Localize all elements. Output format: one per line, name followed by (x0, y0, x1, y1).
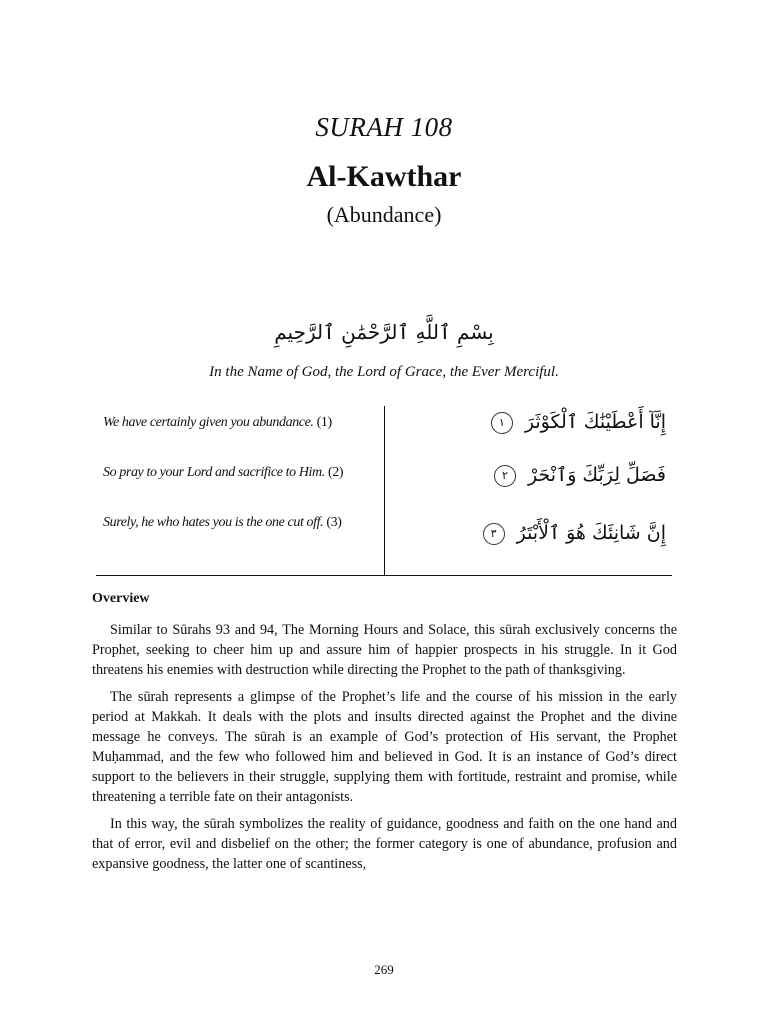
basmala-english: In the Name of God, the Lord of Grace, the Ever Merciful. (209, 364, 559, 380)
table-bottom-rule (96, 575, 672, 576)
verses-table (96, 406, 672, 576)
verse-text: We have certainly given you abundance. (103, 415, 314, 430)
verse-text: Surely, he who hates you is the one cut off. (103, 515, 324, 530)
verse-english-2 (103, 465, 373, 481)
verse-arabic-text: إِنَّ شَانِئَكَ هُوَ ٱلْأَبْتَرُ (516, 522, 666, 544)
surah-number: SURAH 108 (315, 112, 453, 142)
verse-marker-icon: ٢ (494, 465, 516, 487)
surah-translation: (Abundance) (326, 202, 442, 227)
verse-number: (3) (326, 515, 342, 530)
page-number: 269 (374, 962, 394, 977)
verse-number: (2) (327, 465, 344, 480)
verse-english-3 (103, 515, 373, 531)
verse-english-1 (103, 415, 373, 431)
verse-marker-icon: ١ (491, 412, 513, 434)
verse-marker-icon: ٣ (483, 523, 505, 545)
overview-heading: Overview (92, 591, 150, 606)
overview-body (92, 620, 677, 881)
verse-arabic-text: فَصَلِّ لِرَبِّكَ وَٱنْحَرْ (528, 464, 666, 486)
overview-paragraph-2: The sūrah represents a glimpse of the Prophet’s life and the course of his mission in the early period at Makkah. It deals with the plots and insults directed against the Prophet and the divine message he conveys. The sūrah is an example of God’s protection of His servant, the Prophet Muḥammad, and the few who followed him and believed in God. It is an instance of God’s direct support to the believers in their struggle, supplying them with fortitude, restraint and promise, while threatening a terrible fate on their antagonists. (92, 689, 677, 805)
overview-paragraph-1: Similar to Sūrahs 93 and 94, The Morning Hours and Solace, this sūrah exclusively concerns the Prophet, seeking to cheer him up and assure him of happier prospects in his struggle. In it God threatens his enemies with destruction while directing the Prophet to the path of thanksgiving. (92, 622, 677, 678)
basmala-arabic: بِسْمِ ٱللَّهِ ٱلرَّحْمَٰنِ ٱلرَّحِيمِ (274, 320, 494, 344)
verse-arabic-2 (396, 464, 666, 487)
verse-number: (1) (316, 415, 332, 430)
verse-text: So pray to your Lord and sacrifice to Him. (103, 465, 325, 480)
surah-name: Al-Kawthar (306, 160, 462, 193)
verse-arabic-3 (396, 522, 666, 545)
overview-paragraph-3: In this way, the sūrah symbolizes the reality of guidance, goodness and faith on the one hand and that of error, evil and disbelief on the other; the former category is one of abundance, profusion and expansive goodness, the latter one of scantiness, (92, 816, 677, 872)
column-divider (384, 406, 385, 576)
verse-arabic-1 (396, 411, 666, 434)
verse-arabic-text: إِنَّآ أَعْطَيْنَٰكَ ٱلْكَوْثَرَ (524, 411, 666, 433)
